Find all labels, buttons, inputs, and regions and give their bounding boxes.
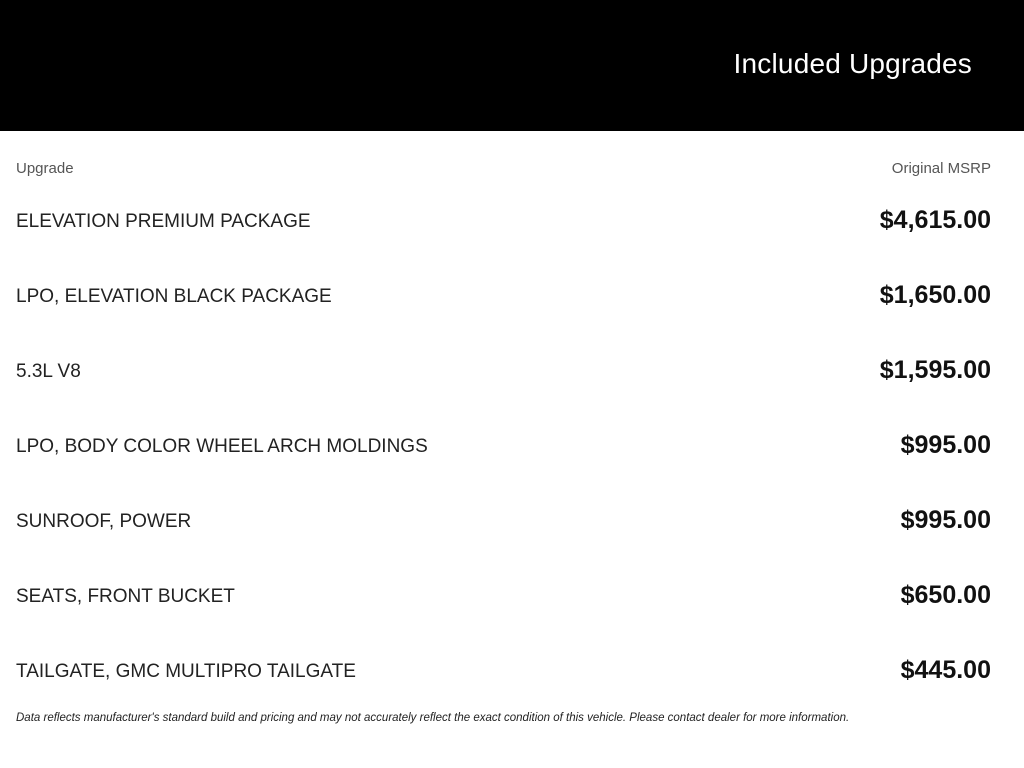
- upgrade-price: $1,650.00: [879, 281, 991, 309]
- upgrade-price: $995.00: [900, 506, 991, 534]
- upgrade-name: LPO, BODY COLOR WHEEL ARCH MOLDINGS: [16, 436, 428, 457]
- list-item: [16, 497, 991, 572]
- page-title: Included Upgrades: [733, 48, 972, 79]
- upgrade-name: ELEVATION PREMIUM PACKAGE: [16, 211, 311, 232]
- list-item: [16, 647, 991, 722]
- disclaimer-footnote: Data reflects manufacturer's standard build and pricing and may not accurately reflect the exact condition of this vehicle. Please contact dealer for more information.: [16, 712, 850, 724]
- column-header-upgrade: Upgrade: [16, 160, 74, 177]
- upgrade-name: LPO, ELEVATION BLACK PACKAGE: [16, 286, 332, 307]
- upgrade-price: $445.00: [900, 656, 991, 684]
- list-item: [16, 422, 991, 497]
- list-item: [16, 347, 991, 422]
- upgrade-name: SEATS, FRONT BUCKET: [16, 586, 235, 607]
- upgrade-name: 5.3L V8: [16, 361, 81, 382]
- upgrade-name: TAILGATE, GMC MULTIPRO TAILGATE: [16, 661, 356, 682]
- list-item: [16, 272, 991, 347]
- upgrade-name: SUNROOF, POWER: [16, 511, 192, 532]
- list-item: [16, 572, 991, 647]
- upgrade-list: [16, 197, 991, 722]
- upgrade-price: $995.00: [900, 431, 991, 459]
- upgrade-price: $1,595.00: [879, 356, 991, 384]
- list-item: [16, 197, 991, 272]
- upgrade-price: $4,615.00: [879, 206, 991, 234]
- upgrade-price: $650.00: [900, 581, 991, 609]
- column-headers: [16, 160, 991, 180]
- header-banner: [0, 0, 1024, 131]
- column-header-msrp: Original MSRP: [891, 160, 991, 177]
